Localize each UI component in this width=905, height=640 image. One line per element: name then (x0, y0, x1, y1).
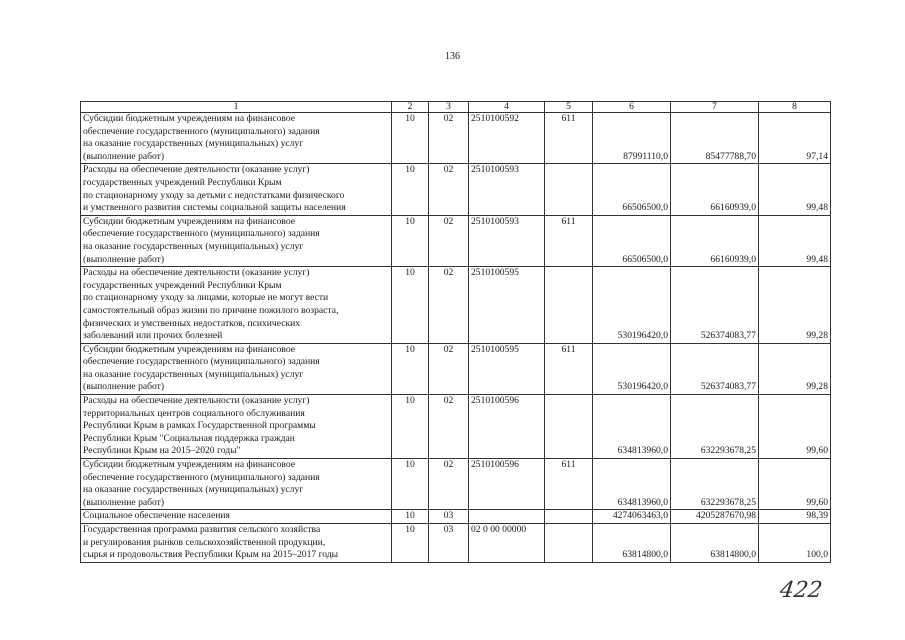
row-name-cell: Государственная программа развития сельского хозяйства и регулирования рынков сельскохозяйственной продукции, сырья и продовольствия Республики Крым на 2015–2017 годы (81, 524, 392, 563)
table-row (81, 395, 831, 459)
planned-amount-cell: 4274063463,0 (593, 510, 671, 524)
execution-percent-cell: 99,28 (759, 267, 831, 344)
subsection-cell: 02 (429, 215, 469, 266)
budget-table (80, 101, 831, 563)
row-name-cell: Субсидии бюджетным учреждениям на финансовое обеспечение государственного (муниципального) задания на оказание государственных (муниципальных) услуг (выполнение работ) (81, 215, 392, 266)
section-cell: 10 (392, 343, 429, 394)
row-name-cell: Расходы на обеспечение деятельности (оказание услуг) территориальных центров социального обслуживания Республики Крым в рамках Государственной программы Республики Крым "Социальная поддержка граждан Республики Крым на 2015–2020 годы" (81, 395, 392, 459)
header-cell: 6 (593, 102, 671, 113)
target-article-cell: 2510100596 (469, 459, 545, 510)
section-cell: 10 (392, 267, 429, 344)
target-article-cell: 2510100596 (469, 395, 545, 459)
subsection-cell: 02 (429, 343, 469, 394)
header-cell: 5 (545, 102, 593, 113)
executed-amount-cell: 526374083,77 (671, 343, 759, 394)
header-cell: 2 (392, 102, 429, 113)
executed-amount-cell: 632293678,25 (671, 395, 759, 459)
execution-percent-cell: 97,14 (759, 113, 831, 164)
execution-percent-cell: 99,28 (759, 343, 831, 394)
executed-amount-cell: 526374083,77 (671, 267, 759, 344)
target-article-cell: 2510100592 (469, 113, 545, 164)
executed-amount-cell: 85477788,70 (671, 113, 759, 164)
planned-amount-cell: 530196420,0 (593, 267, 671, 344)
planned-amount-cell: 66506500,0 (593, 164, 671, 215)
expense-type-cell (545, 510, 593, 524)
subsection-cell: 02 (429, 459, 469, 510)
row-name-cell: Расходы на обеспечение деятельности (оказание услуг) государственных учреждений Республики Крым по стационарному уходу за лицами, которые не могут вести самостоятельный образ жизни по причине пожилого возраста, физических и умственных недостатков, психических заболеваний или прочих болезней (81, 267, 392, 344)
expense-type-cell: 611 (545, 343, 593, 394)
expense-type-cell (545, 524, 593, 563)
section-cell: 10 (392, 510, 429, 524)
target-article-cell (469, 510, 545, 524)
target-article-cell: 2510100595 (469, 343, 545, 394)
header-row (81, 102, 831, 113)
executed-amount-cell: 63814800,0 (671, 524, 759, 563)
table-row (81, 113, 831, 164)
executed-amount-cell: 4205287670,98 (671, 510, 759, 524)
execution-percent-cell: 99,60 (759, 395, 831, 459)
execution-percent-cell: 98,39 (759, 510, 831, 524)
execution-percent-cell: 99,60 (759, 459, 831, 510)
expense-type-cell (545, 267, 593, 344)
subsection-cell: 03 (429, 510, 469, 524)
handwritten-page-number: 422 (778, 578, 824, 603)
planned-amount-cell: 530196420,0 (593, 343, 671, 394)
planned-amount-cell: 87991110,0 (593, 113, 671, 164)
table-row (81, 459, 831, 510)
section-cell: 10 (392, 395, 429, 459)
expense-type-cell: 611 (545, 113, 593, 164)
target-article-cell: 2510100595 (469, 267, 545, 344)
executed-amount-cell: 66160939,0 (671, 215, 759, 266)
execution-percent-cell: 99,48 (759, 164, 831, 215)
target-article-cell: 2510100593 (469, 164, 545, 215)
table-row (81, 524, 831, 563)
expense-type-cell (545, 395, 593, 459)
header-cell: 3 (429, 102, 469, 113)
row-name-cell: Социальное обеспечение населения (81, 510, 392, 524)
subsection-cell: 02 (429, 267, 469, 344)
row-name-cell: Субсидии бюджетным учреждениям на финансовое обеспечение государственного (муниципального) задания на оказание государственных (муниципальных) услуг (выполнение работ) (81, 343, 392, 394)
planned-amount-cell: 63814800,0 (593, 524, 671, 563)
row-name-cell: Субсидии бюджетным учреждениям на финансовое обеспечение государственного (муниципального) задания на оказание государственных (муниципальных) услуг (выполнение работ) (81, 113, 392, 164)
target-article-cell: 2510100593 (469, 215, 545, 266)
execution-percent-cell: 99,48 (759, 215, 831, 266)
expense-type-cell (545, 164, 593, 215)
section-cell: 10 (392, 215, 429, 266)
expense-type-cell: 611 (545, 215, 593, 266)
subsection-cell: 02 (429, 164, 469, 215)
row-name-cell: Субсидии бюджетным учреждениям на финансовое обеспечение государственного (муниципального) задания на оказание государственных (муниципальных) услуг (выполнение работ) (81, 459, 392, 510)
subsection-cell: 03 (429, 524, 469, 563)
table-row (81, 215, 831, 266)
execution-percent-cell: 100,0 (759, 524, 831, 563)
row-name-cell: Расходы на обеспечение деятельности (оказание услуг) государственных учреждений Республики Крым по стационарному уходу за детьми с недостатками физического и умственного развития системы социальной защиты населения (81, 164, 392, 215)
planned-amount-cell: 634813960,0 (593, 459, 671, 510)
planned-amount-cell: 634813960,0 (593, 395, 671, 459)
header-cell: 1 (81, 102, 392, 113)
section-cell: 10 (392, 459, 429, 510)
header-cell: 7 (671, 102, 759, 113)
executed-amount-cell: 66160939,0 (671, 164, 759, 215)
section-cell: 10 (392, 113, 429, 164)
executed-amount-cell: 632293678,25 (671, 459, 759, 510)
planned-amount-cell: 66506500,0 (593, 215, 671, 266)
table-row (81, 510, 831, 524)
table-row (81, 267, 831, 344)
section-cell: 10 (392, 164, 429, 215)
page-number: 136 (445, 51, 460, 62)
subsection-cell: 02 (429, 113, 469, 164)
header-cell: 4 (469, 102, 545, 113)
section-cell: 10 (392, 524, 429, 563)
subsection-cell: 02 (429, 395, 469, 459)
table-row (81, 164, 831, 215)
header-cell: 8 (759, 102, 831, 113)
target-article-cell: 02 0 00 00000 (469, 524, 545, 563)
expense-type-cell: 611 (545, 459, 593, 510)
table-row (81, 343, 831, 394)
